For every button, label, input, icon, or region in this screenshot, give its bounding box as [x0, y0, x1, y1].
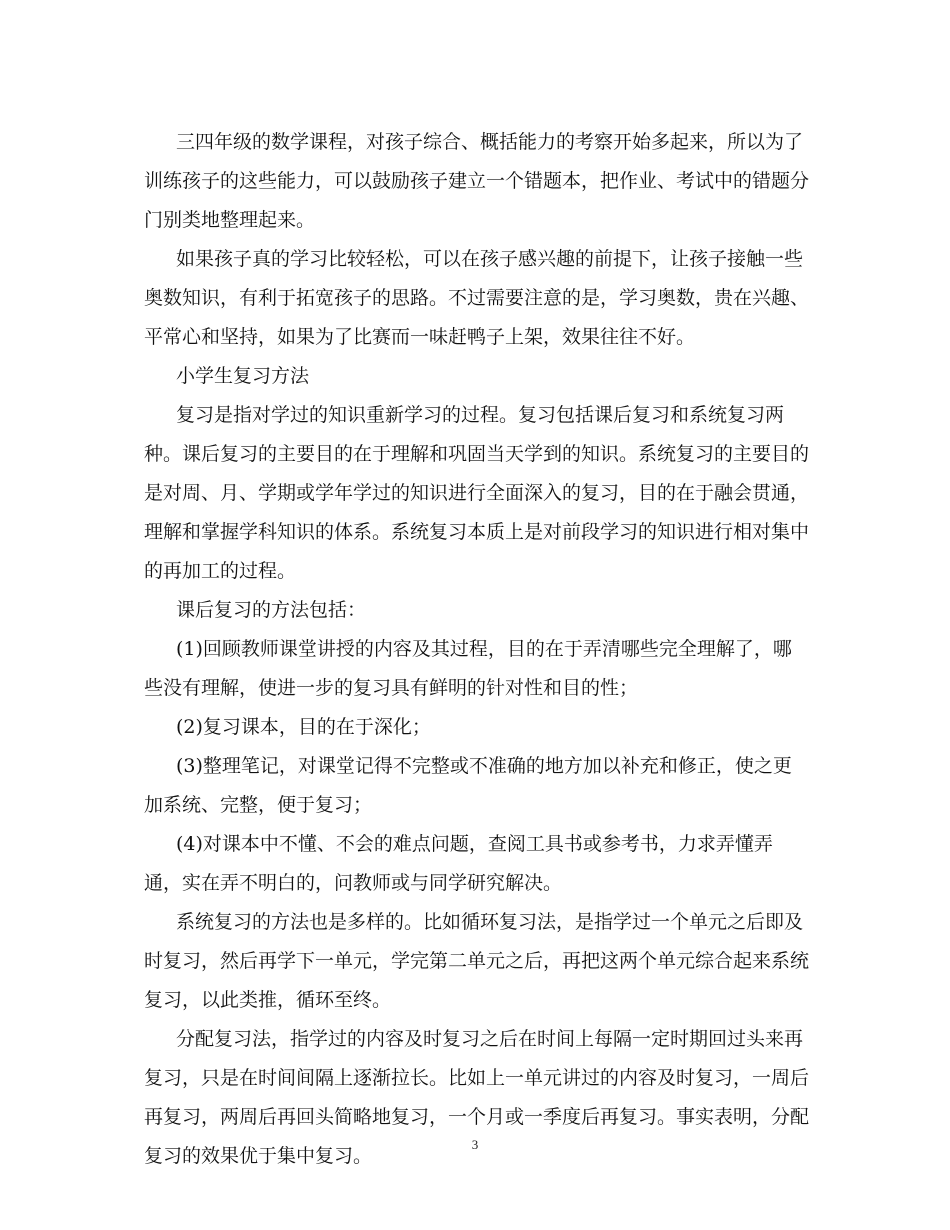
text-line: 门别类地整理起来。	[144, 209, 316, 231]
heading-text: 小学生复习方法	[176, 365, 310, 387]
text-line: 理解和掌握学科知识的体系。系统复习本质上是对前段学习的知识进行相对集中	[144, 521, 810, 543]
paragraph	[144, 903, 814, 1020]
list-item	[144, 747, 814, 825]
list-item	[144, 630, 814, 708]
text-line: 通，实在弄不明白的，问教师或与同学研究解决。	[144, 872, 563, 894]
text-line: (2)复习课本，目的在于深化；	[176, 716, 431, 738]
text-line: 平常心和坚持，如果为了比赛而一味赶鸭子上架，效果往往不好。	[144, 326, 696, 348]
list-item	[144, 708, 814, 747]
text-line: 三四年级的数学课程，对孩子综合、概括能力的考察开始多起来，所以为了	[176, 131, 804, 153]
text-line: 些没有理解，使进一步的复习具有鲜明的针对性和目的性；	[144, 677, 639, 699]
text-line: 时复习，然后再学下一单元，学完第二单元之后，再把这两个单元综合起来系统	[144, 950, 810, 972]
text-line: 复习，以此类推，循环至终。	[144, 989, 392, 1011]
text-line: 分配复习法，指学过的内容及时复习之后在时间上每隔一定时期回过头来再	[176, 1028, 804, 1050]
text-line: 训练孩子的这些能力，可以鼓励孩子建立一个错题本，把作业、考试中的错题分	[144, 170, 810, 192]
text-line: 再复习，两周后再回头简略地复习，一个月或一季度后再复习。事实表明，分配	[144, 1106, 810, 1128]
text-line: (4)对课本中不懂、不会的难点问题，查阅工具书或参考书，力求弄懂弄	[176, 833, 773, 855]
text-line: (1)回顾教师课堂讲授的内容及其过程，目的在于弄清哪些完全理解了，哪	[176, 638, 792, 660]
paragraph	[144, 591, 814, 630]
text-line: (3)整理笔记，对课堂记得不完整或不准确的地方加以补充和修正，使之更	[176, 755, 792, 777]
text-line: 复习，只是在时间间隔上逐渐拉长。比如上一单元讲过的内容及时复习，一周后	[144, 1067, 810, 1089]
paragraph	[144, 396, 814, 591]
text-line: 如果孩子真的学习比较轻松，可以在孩子感兴趣的前提下，让孩子接触一些	[176, 248, 804, 270]
text-line: 系统复习的方法也是多样的。比如循环复习法，是指学过一个单元之后即及	[176, 911, 804, 933]
text-line: 课后复习的方法包括：	[176, 599, 367, 621]
page-number: 3	[471, 1137, 479, 1152]
text-line: 的再加工的过程。	[144, 560, 297, 582]
document-body	[144, 123, 814, 1176]
section-heading	[144, 357, 814, 396]
paragraph	[144, 240, 814, 357]
text-line: 种。课后复习的主要目的在于理解和巩固当天学到的知识。系统复习的主要目的	[144, 443, 810, 465]
text-line: 奥数知识，有利于拓宽孩子的思路。不过需要注意的是，学习奥数，贵在兴趣、	[144, 287, 810, 309]
text-line: 是对周、月、学期或学年学过的知识进行全面深入的复习，目的在于融会贯通，	[144, 482, 810, 504]
paragraph	[144, 123, 814, 240]
text-line: 加系统、完整，便于复习；	[144, 794, 373, 816]
text-line: 复习的效果优于集中复习。	[144, 1145, 373, 1167]
list-item	[144, 825, 814, 903]
text-line: 复习是指对学过的知识重新学习的过程。复习包括课后复习和系统复习两	[176, 404, 785, 426]
